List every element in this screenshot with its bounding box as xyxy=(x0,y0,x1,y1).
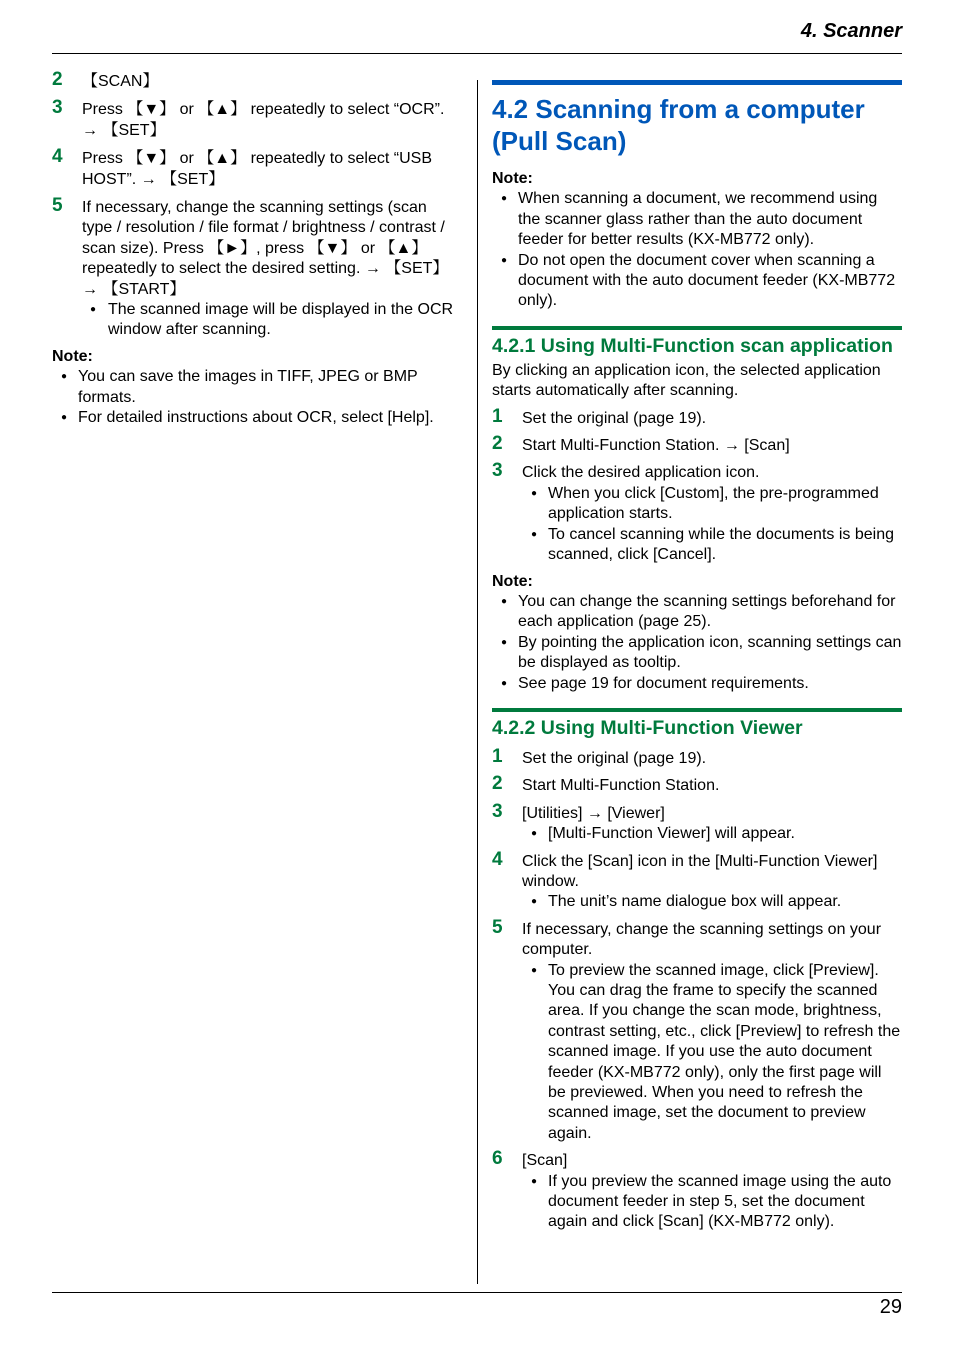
step-number: 1 xyxy=(492,745,503,767)
note-label: Note: xyxy=(52,347,93,365)
step-number: 4 xyxy=(492,848,503,870)
note-item: ● See page 19 for document requirements. xyxy=(492,674,902,694)
step-number: 2 xyxy=(492,773,503,795)
subsection-title-4-2-1: 4.2.1 Using Multi-Function scan application xyxy=(492,334,893,357)
step-4 xyxy=(52,146,460,190)
s1-step-2 xyxy=(492,433,902,456)
right-column xyxy=(492,80,902,1233)
note-label: Note: xyxy=(492,572,533,590)
step-number: 4 xyxy=(52,146,63,168)
note-item: ● Do not open the document cover when scanning a document with the auto document feeder (KX-MB772 only). xyxy=(492,251,902,312)
s2-step-2 xyxy=(492,773,902,796)
step-text: Click the [Scan] icon in the [Multi-Function Viewer] window. xyxy=(522,852,878,890)
note-item: ● You can change the scanning settings beforehand for each application (page 25). xyxy=(492,592,902,633)
step-text: Set the original (page 19). xyxy=(522,409,707,427)
step-text: Start Multi-Function Station. → [Scan] xyxy=(522,437,790,455)
page-number: 29 xyxy=(879,1296,902,1318)
note-item: ● When scanning a document, we recommend using the scanner glass rather than the auto document feeder for better results (KX-MB772 only). xyxy=(492,189,902,250)
step-number: 5 xyxy=(52,195,63,217)
note-item: ● You can save the images in TIFF, JPEG or BMP formats. xyxy=(52,367,460,408)
step-text: Press 【▼】 or 【▲】 repeatedly to select “USB HOST”. → 【SET】 xyxy=(82,150,433,188)
s1-step-1 xyxy=(492,405,902,429)
s2-step-3 xyxy=(492,800,902,824)
subsection-bar xyxy=(492,708,902,712)
chapter-header: 4. Scanner xyxy=(800,20,902,42)
step-bullet: ● The scanned image will be displayed in the OCR window after scanning. xyxy=(52,300,460,341)
s1-step-3 xyxy=(492,460,902,483)
step-bullet: ● The unit’s name dialogue box will appear. xyxy=(492,892,902,912)
note-item: ● By pointing the application icon, scanning settings can be displayed as tooltip. xyxy=(492,633,902,674)
left-column xyxy=(52,69,460,429)
step-text: 【SCAN】 xyxy=(82,73,159,90)
subsection-intro: By clicking an application icon, the selected application starts automatically after scanning. xyxy=(492,361,881,400)
step-bullet: ● When you click [Custom], the pre-programmed application starts. xyxy=(492,484,902,525)
step-bullet: ● To cancel scanning while the documents is being scanned, click [Cancel]. xyxy=(492,525,902,566)
step-bullet: ● If you preview the scanned image using the auto document feeder in step 5, set the document again and click [Scan] (KX-MB772 only). xyxy=(492,1172,902,1233)
step-bullet: ● [Multi-Function Viewer] will appear. xyxy=(492,824,902,844)
step-number: 2 xyxy=(52,69,63,90)
section-bar xyxy=(492,80,902,85)
step-number: 1 xyxy=(492,405,503,427)
step-5 xyxy=(52,195,460,300)
step-number: 3 xyxy=(52,97,63,119)
step-number: 2 xyxy=(492,433,503,455)
step-text: If necessary, change the scanning settings on your computer. xyxy=(522,920,882,959)
s2-step-4 xyxy=(492,848,902,893)
step-number: 5 xyxy=(492,916,503,938)
note-item: ● For detailed instructions about OCR, select [Help]. xyxy=(52,408,460,428)
step-number: 3 xyxy=(492,460,503,482)
s2-step-6 xyxy=(492,1148,902,1171)
subsection-bar xyxy=(492,326,902,330)
s2-step-5 xyxy=(492,916,902,961)
column-divider xyxy=(477,80,478,1284)
step-text: Press 【▼】 or 【▲】 repeatedly to select “OCR”. → 【SET】 xyxy=(82,101,445,139)
step-number: 6 xyxy=(492,1148,503,1170)
step-3 xyxy=(52,97,460,141)
step-bullet: ● To preview the scanned image, click [Preview]. You can drag the frame to specify the scanned area. If you change the scan mode, brightness, contrast setting, etc., click [Preview] to refresh the scanned image. If you use the auto document feeder (KX-MB772 only), only the first page will be previewed. When you need to refresh the scanned image, set the document to preview again. xyxy=(492,961,902,1145)
step-text: Start Multi-Function Station. xyxy=(522,777,720,795)
step-number: 3 xyxy=(492,800,503,822)
step-text: Set the original (page 19). xyxy=(522,749,707,767)
step-text: [Scan] xyxy=(522,1152,568,1170)
step-text: If necessary, change the scanning settings (scan type / resolution / file format / brightness / contrast / scan size). Press 【►】, press 【▼】 or 【▲】 repeatedly to select the desired setting. → 【SET】 → 【START】 xyxy=(82,199,449,298)
footer-rule xyxy=(52,1292,902,1293)
s2-step-1 xyxy=(492,745,902,769)
step-text: Click the desired application icon. xyxy=(522,464,760,482)
step-2 xyxy=(52,69,460,92)
step-text: [Utilities] → [Viewer] xyxy=(522,804,665,822)
note-label: Note: xyxy=(492,170,533,187)
subsection-title-4-2-2: 4.2.2 Using Multi-Function Viewer xyxy=(492,716,803,739)
section-title: 4.2 Scanning from a computer (Pull Scan) xyxy=(492,94,865,156)
header-rule xyxy=(52,53,902,54)
